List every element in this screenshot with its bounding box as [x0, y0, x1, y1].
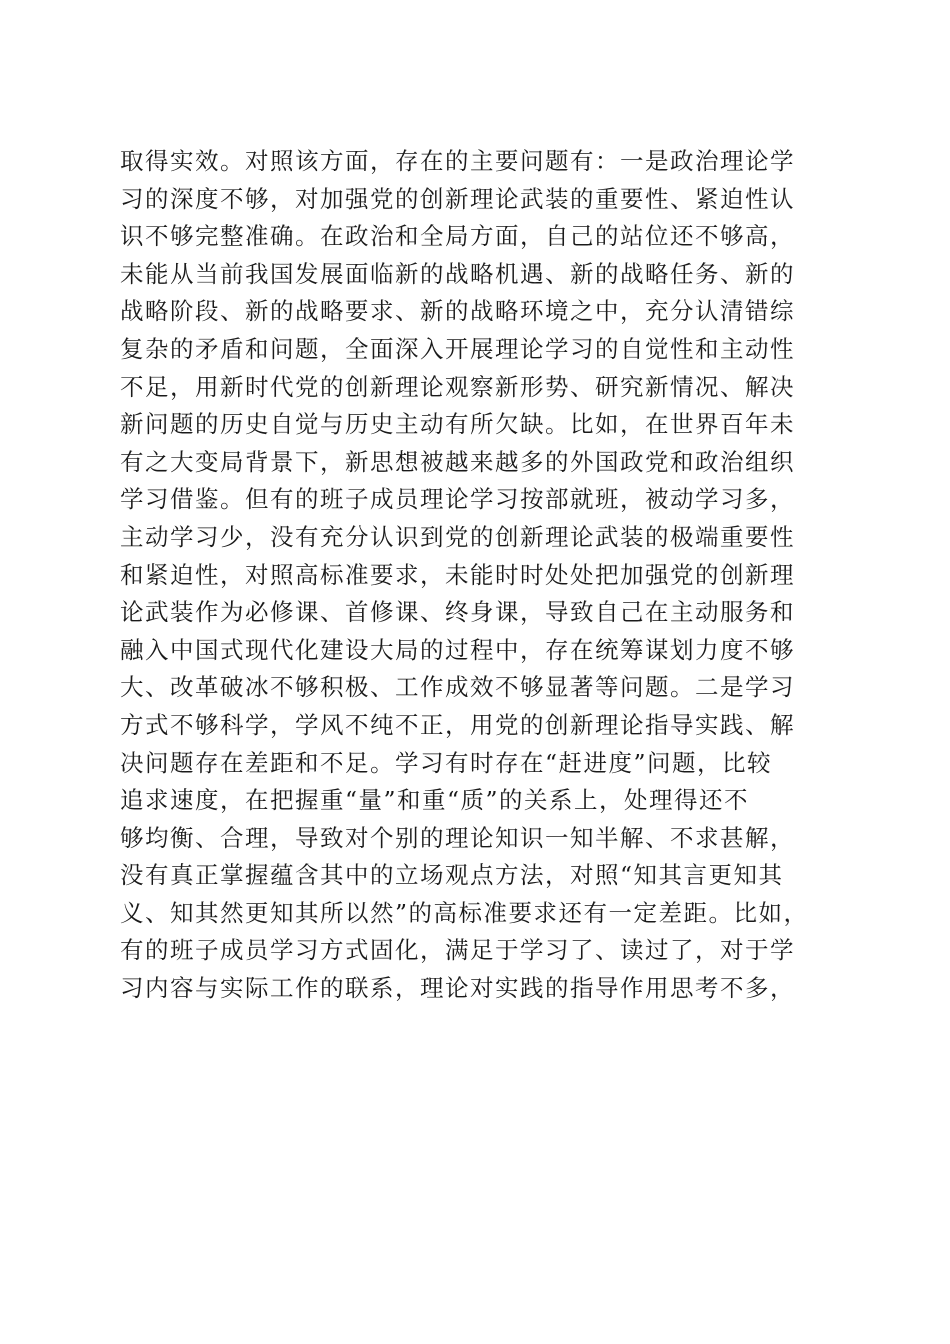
text-line: 有的班子成员学习方式固化，满足于学习了、读过了，对于学 — [120, 936, 795, 965]
text-line: 不足，用新时代党的创新理论观察新形势、研究新情况、解决 — [120, 372, 795, 401]
text-line: 融入中国式现代化建设大局的过程中，存在统筹谋划力度不够 — [120, 635, 795, 664]
text-line: 主动学习少，没有充分认识到党的创新理论武装的极端重要性 — [120, 522, 795, 551]
text-line: 识不够完整准确。在政治和全局方面，自己的站位还不够高， — [120, 222, 795, 251]
text-line: 义、知其然更知其所以然”的高标准要求还有一定差距。比如， — [120, 898, 809, 927]
text-line: 决问题存在差距和不足。学习有时存在“赶进度”问题，比较 — [120, 748, 773, 777]
text-line: 大、改革破冰不够积极、工作成效不够显著等问题。二是学习 — [120, 673, 795, 702]
text-line: 复杂的矛盾和问题，全面深入开展理论学习的自觉性和主动性 — [120, 334, 795, 363]
text-line: 学习借鉴。但有的班子成员理论学习按部就班，被动学习多， — [120, 485, 795, 514]
text-line: 和紧迫性，对照高标准要求，未能时时处处把加强党的创新理 — [120, 560, 795, 589]
body-text — [120, 143, 840, 1008]
text-line: 没有真正掌握蕴含其中的立场观点方法，对照“知其言更知其 — [120, 861, 784, 890]
text-line: 未能从当前我国发展面临新的战略机遇、新的战略任务、新的 — [120, 259, 795, 288]
text-line: 够均衡、合理，导致对个别的理论知识一知半解、不求甚解， — [120, 823, 795, 852]
text-line: 战略阶段、新的战略要求、新的战略环境之中，充分认清错综 — [120, 297, 795, 326]
text-line: 追求速度，在把握重“量”和重“质”的关系上，处理得还不 — [120, 786, 750, 815]
text-line: 方式不够科学，学风不纯不正，用党的创新理论指导实践、解 — [120, 710, 795, 739]
text-line: 有之大变局背景下，新思想被越来越多的外国政党和政治组织 — [120, 447, 795, 476]
text-line: 习的深度不够，对加强党的创新理论武装的重要性、紧迫性认 — [120, 184, 795, 213]
text-line: 习内容与实际工作的联系，理论对实践的指导作用思考不多， — [120, 974, 795, 1003]
text-line: 论武装作为必修课、首修课、终身课，导致自己在主动服务和 — [120, 598, 795, 627]
text-line: 新问题的历史自觉与历史主动有所欠缺。比如，在世界百年未 — [120, 410, 795, 439]
text-line: 取得实效。对照该方面，存在的主要问题有：一是政治理论学 — [120, 147, 795, 175]
